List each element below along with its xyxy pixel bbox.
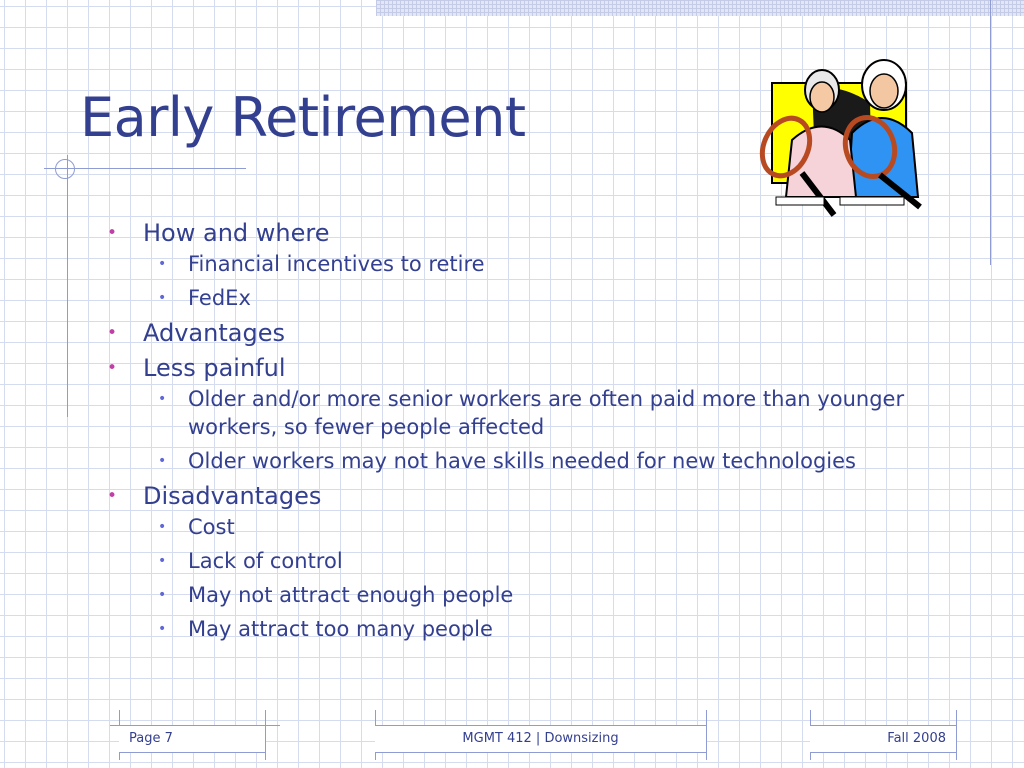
sub-bullet-list [143, 385, 930, 475]
sub-bullet-list [143, 513, 930, 643]
bullet-dot-icon: • [158, 453, 167, 469]
bullet-dot-icon: • [158, 391, 167, 407]
sub-bullet-item [143, 250, 930, 278]
footer-term-box [810, 725, 956, 753]
bullet-text: Less painful [143, 354, 286, 382]
footer-term-label: Fall 2008 [887, 731, 946, 746]
top-decor-band [376, 0, 1024, 16]
sub-bullet-item [143, 284, 930, 312]
sub-bullet-item [143, 547, 930, 575]
bullet-dot-icon: • [107, 486, 118, 506]
bullet-dot-icon: • [107, 223, 118, 243]
footer-page-number: Page 7 [129, 731, 173, 746]
sub-bullet-text: Older and/or more senior workers are often paid more than younger workers, so fewer people affected [188, 387, 905, 439]
footer-course-label: MGMT 412 | Downsizing [462, 731, 619, 746]
sub-bullet-item [143, 513, 930, 541]
sub-bullet-text: May attract too many people [188, 617, 493, 641]
sub-bullet-item [143, 581, 930, 609]
sub-bullet-item [143, 615, 930, 643]
bullet-text: How and where [143, 219, 330, 247]
bullet-item [100, 218, 930, 312]
bullet-item [100, 353, 930, 475]
sub-bullet-item [143, 385, 930, 441]
elderly-couple-tennis-clipart [752, 55, 928, 220]
sub-bullet-item [143, 447, 930, 475]
footer-tick [956, 710, 957, 760]
bullet-dot-icon: • [158, 553, 167, 569]
footer-course-box [375, 725, 706, 753]
sub-bullet-text: Lack of control [188, 549, 343, 573]
bullet-dot-icon: • [107, 358, 118, 378]
sub-bullet-list [143, 250, 930, 312]
footer-tick [706, 710, 707, 760]
footer-page-box [119, 725, 265, 753]
bullet-dot-icon: • [158, 587, 167, 603]
footer-tick [265, 710, 266, 760]
sub-bullet-text: Older workers may not have skills needed for new technologies [188, 449, 856, 473]
right-vertical-rule [990, 0, 991, 265]
title-circle-ornament [55, 159, 75, 179]
sub-bullet-text: FedEx [188, 286, 251, 310]
slide-title: Early Retirement [80, 86, 526, 149]
bullet-dot-icon: • [158, 256, 167, 272]
bullet-item [100, 318, 930, 348]
bullet-text: Disadvantages [143, 482, 322, 510]
sub-bullet-text: Cost [188, 515, 235, 539]
sub-bullet-text: Financial incentives to retire [188, 252, 485, 276]
bullet-list [100, 218, 930, 649]
left-vertical-rule [67, 155, 68, 417]
bullet-text: Advantages [143, 319, 285, 347]
sub-bullet-text: May not attract enough people [188, 583, 514, 607]
bullet-dot-icon: • [158, 519, 167, 535]
bullet-dot-icon: • [158, 290, 167, 306]
bullet-dot-icon: • [107, 323, 118, 343]
bullet-dot-icon: • [158, 621, 167, 637]
bullet-item [100, 481, 930, 643]
